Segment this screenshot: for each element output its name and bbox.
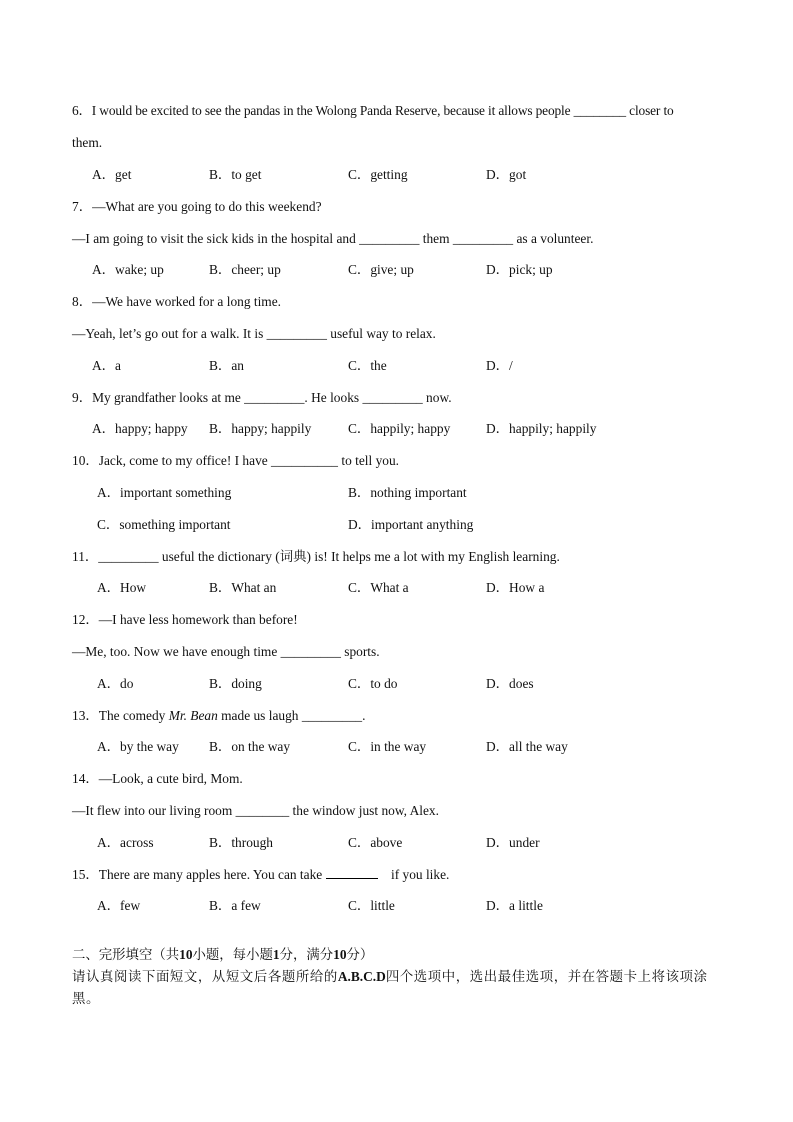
question-13-text	[72, 708, 365, 724]
option-14b: B．through	[209, 835, 273, 850]
option-15c: C．little	[348, 898, 395, 913]
instructions-part: 四个选项中，选出最佳选项，并在答题卡上将该项涂黑。	[72, 970, 708, 1007]
question-10-text: 10．Jack, come to my office! I have __________ to tell you.	[72, 453, 400, 468]
option-8a: A．a	[92, 358, 122, 373]
option-11d: D．How a	[486, 580, 545, 595]
option-14d: D．under	[486, 835, 540, 850]
option-9c: C．happily; happy	[348, 421, 451, 436]
option-10d: D．important anything	[348, 517, 474, 532]
section-heading-part: 二、完形填空（共	[72, 948, 180, 963]
option-13b: B．on the way	[209, 739, 291, 754]
section-heading-part: 分）	[346, 948, 374, 963]
option-10a: A．important something	[97, 485, 232, 500]
question-14-text-cont: —It flew into our living room ________ the window just now, Alex.	[72, 803, 439, 818]
answer-blank	[326, 867, 378, 879]
option-13a: A．by the way	[97, 739, 179, 754]
question-6-text-cont: them.	[72, 135, 103, 150]
option-13c: C．in the way	[348, 739, 427, 754]
option-7d: D．pick; up	[486, 262, 553, 277]
section-points-total: 10	[333, 947, 347, 962]
question-15-tail: if you like.	[391, 867, 450, 882]
section-points-each: 1	[272, 947, 280, 962]
option-14c: C．above	[348, 835, 403, 850]
option-7c: C．give; up	[348, 262, 414, 277]
option-10b: B．nothing important	[348, 485, 467, 500]
instructions-options-letters: A.B.C.D	[337, 969, 386, 984]
section-heading-part: 小题，每小题	[192, 948, 273, 963]
question-6-text: 6．I would be excited to see the pandas in the Wolong Panda Reserve, because it allows people ________ closer to	[72, 103, 674, 118]
option-13d: D．all the way	[486, 739, 568, 754]
option-7b: B．cheer; up	[209, 262, 281, 277]
option-6a: A．get	[92, 167, 132, 182]
instructions-part: 请认真阅读下面短文，从短文后各题所给的	[72, 970, 338, 985]
comedy-title: Mr. Bean	[168, 708, 218, 723]
question-7-text-cont: —I am going to visit the sick kids in the hospital and _________ them _________ as a volunteer.	[72, 231, 594, 246]
option-14a: A．across	[97, 835, 154, 850]
option-7a: A．wake; up	[92, 262, 164, 277]
question-14-text: 14．—Look, a cute bird, Mom.	[72, 771, 243, 786]
option-6c: C．getting	[348, 167, 408, 182]
section-instructions	[72, 966, 722, 1011]
question-8-text: 8．—We have worked for a long time.	[72, 294, 282, 309]
option-6d: D．got	[486, 167, 527, 182]
option-12d: D．does	[486, 676, 534, 691]
option-9d: D．happily; happily	[486, 421, 597, 436]
option-12b: B．doing	[209, 676, 262, 691]
option-10c: C．something important	[97, 517, 231, 532]
question-8-text-cont: —Yeah, let’s go out for a walk. It is _________ useful way to relax.	[72, 326, 436, 341]
question-12-text: 12．—I have less homework than before!	[72, 612, 298, 627]
option-15d: D．a little	[486, 898, 543, 913]
question-13-rest: made us laugh _________.	[221, 708, 366, 723]
option-9a: A．happy; happy	[92, 421, 188, 436]
option-6b: B．to get	[209, 167, 262, 182]
section-heading	[72, 944, 373, 963]
option-8c: C．the	[348, 358, 387, 373]
option-11a: A．How	[97, 580, 147, 595]
option-8b: B．an	[209, 358, 244, 373]
section-count: 10	[179, 947, 193, 962]
option-15b: B．a few	[209, 898, 261, 913]
option-12c: C．to do	[348, 676, 398, 691]
option-11c: C．What a	[348, 580, 409, 595]
option-12a: A．do	[97, 676, 134, 691]
option-9b: B．happy; happily	[209, 421, 312, 436]
question-15-stem: 15．There are many apples here. You can take	[72, 867, 323, 882]
option-8d: D．/	[486, 358, 513, 373]
section-heading-part: 分，满分	[279, 948, 334, 963]
question-11-text: 11．_________ useful the dictionary (词典) is! It helps me a lot with my English learning.	[72, 549, 560, 564]
option-11b: B．What an	[209, 580, 277, 595]
question-12-text-cont: —Me, too. Now we have enough time _________ sports.	[72, 644, 380, 659]
question-9-text: 9．My grandfather looks at me _________. He looks _________ now.	[72, 390, 452, 405]
option-15a: A．few	[97, 898, 141, 913]
question-13-prefix: 13．The comedy	[72, 708, 169, 723]
question-15-text	[72, 867, 449, 883]
question-7-text: 7．—What are you going to do this weekend?	[72, 199, 322, 214]
